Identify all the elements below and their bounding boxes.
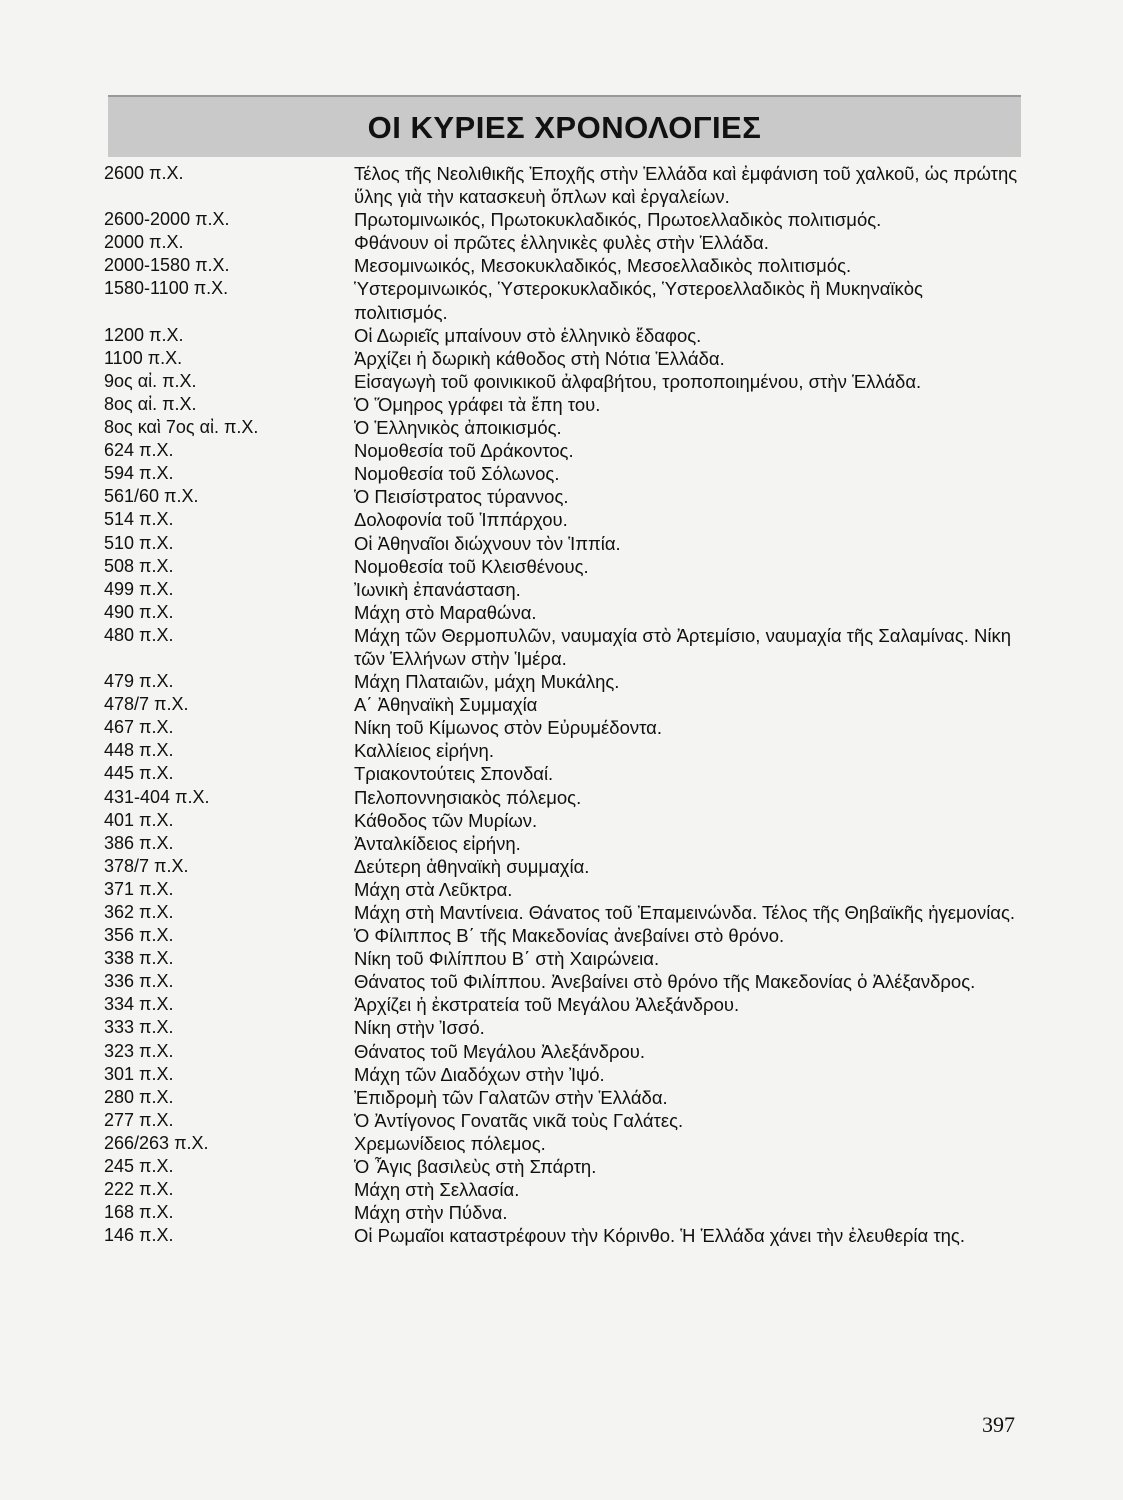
entry-date: 146 π.Χ. (104, 1225, 174, 1246)
chronology-entry (0, 993, 1123, 1016)
entry-description: Ἰωνικὴ ἐπανάσταση. (354, 578, 521, 600)
entry-description: Μάχη τῶν Διαδόχων στὴν Ἰψό. (354, 1063, 605, 1085)
chronology-entry (0, 624, 1123, 670)
chronology-entry (0, 231, 1123, 254)
chronology-entry (0, 416, 1123, 439)
entry-description: Μάχη στὴ Μαντίνεια. Θάνατος τοῦ Ἐπαμεινώνδα. Τέλος τῆς Θηβαϊκῆς ἡγεμονίας. (354, 902, 1016, 923)
chronology-entry (0, 462, 1123, 485)
entry-date: 514 π.Χ. (104, 509, 174, 530)
chronology-entry (0, 485, 1123, 508)
entry-description: Ἀρχίζει ἡ δωρικὴ κάθοδος στὴ Νότια Ἑλλάδα. (354, 347, 725, 369)
entry-date: 222 π.Χ. (104, 1179, 174, 1200)
entry-date: 431-404 π.Χ. (104, 786, 210, 807)
entry-date: 2600 π.Χ. (104, 163, 184, 183)
entry-description: Τριακοντούτεις Σπονδαί. (354, 763, 554, 785)
chronology-entry (0, 162, 1123, 208)
entry-date: 333 π.Χ. (104, 1017, 174, 1038)
entry-description: Α΄ Ἀθηναϊκὴ Συμμαχία (354, 694, 538, 716)
entry-date: 323 π.Χ. (104, 1040, 174, 1061)
entry-description: Δολοφονία τοῦ Ἱππάρχου. (354, 509, 568, 531)
chronology-entry (0, 693, 1123, 716)
entry-date: 245 π.Χ. (104, 1156, 174, 1177)
entry-date: 1100 π.Χ. (104, 347, 183, 368)
entry-description: Ἀρχίζει ἡ ἐκστρατεία τοῦ Μεγάλου Ἀλεξάνδρου. (354, 994, 740, 1016)
entry-description: Δεύτερη ἀθηναϊκὴ συμμαχία. (354, 855, 590, 877)
chronology-entry (0, 347, 1123, 370)
chronology-entry (0, 1201, 1123, 1224)
entry-date: 594 π.Χ. (104, 463, 174, 484)
entry-date: 371 π.Χ. (104, 878, 174, 899)
entry-description: Νομοθεσία τοῦ Κλεισθένους. (354, 555, 589, 577)
chronology-entry (0, 670, 1123, 693)
entry-description: Μάχη στὸ Μαραθώνα. (354, 601, 537, 623)
entry-description: Οἱ Δωριεῖς μπαίνουν στὸ ἑλληνικὸ ἔδαφος. (354, 324, 702, 346)
entry-description: Κάθοδος τῶν Μυρίων. (354, 809, 538, 831)
entry-description: Μάχη Πλαταιῶν, μάχη Μυκάλης. (354, 671, 620, 693)
chronology-entry (0, 508, 1123, 531)
entry-date: 266/263 π.Χ. (104, 1132, 209, 1153)
chronology-entry (0, 555, 1123, 578)
chronology-entry (0, 1178, 1123, 1201)
entry-description: Μάχη στὴ Σελλασία. (354, 1179, 520, 1201)
chronology-entry (0, 809, 1123, 832)
chronology-entry (0, 762, 1123, 785)
chronology-entry (0, 716, 1123, 739)
chronology-entry (0, 254, 1123, 277)
entry-description: Πρωτομινωικός, Πρωτοκυκλαδικός, Πρωτοελλαδικὸς πολιτισμός. (354, 209, 882, 231)
entry-date: 338 π.Χ. (104, 948, 174, 969)
entry-date: 448 π.Χ. (104, 740, 174, 761)
chronology-entry (0, 439, 1123, 462)
entry-date: 1580-1100 π.Χ. (104, 278, 229, 299)
chronology-entry (0, 786, 1123, 809)
entry-date: 479 π.Χ. (104, 671, 174, 692)
chronology-entry (0, 1086, 1123, 1109)
entry-date: 168 π.Χ. (104, 1202, 174, 1223)
entry-description: Θάνατος τοῦ Φιλίππου. Ἀνεβαίνει στὸ θρόνο τῆς Μακεδονίας ὁ Ἀλέξανδρος. (354, 971, 976, 993)
chronology-entry (0, 601, 1123, 624)
entry-description: Νίκη τοῦ Φιλίππου Β΄ στὴ Χαιρώνεια. (354, 948, 660, 970)
entry-description: Μεσομινωικός, Μεσοκυκλαδικός, Μεσοελλαδικὸς πολιτισμός. (354, 255, 852, 277)
entry-date: 467 π.Χ. (104, 717, 174, 738)
entry-date: 401 π.Χ. (104, 809, 174, 830)
chronology-entry (0, 901, 1123, 924)
entry-date: 356 π.Χ. (104, 925, 174, 946)
entry-date: 490 π.Χ. (104, 601, 174, 622)
entry-date: 624 π.Χ. (104, 440, 174, 461)
entry-date: 2000-1580 π.Χ. (104, 255, 230, 276)
page-title: ΟΙ ΚΥΡΙΕΣ ΧΡΟΝΟΛΟΓΙΕΣ (367, 110, 762, 145)
chronology-entry (0, 924, 1123, 947)
chronology-entry (0, 1224, 1123, 1247)
entry-date: 480 π.Χ. (104, 624, 174, 645)
entry-date: 561/60 π.Χ. (104, 486, 199, 507)
entry-date: 362 π.Χ. (104, 902, 174, 922)
entry-description: Ὁ Φίλιππος Β΄ τῆς Μακεδονίας ἀνεβαίνει στὸ θρόνο. (354, 925, 785, 947)
chronology-entry (0, 1040, 1123, 1063)
chronology-entry (0, 855, 1123, 878)
page-number: 397 (982, 1412, 1015, 1437)
chronology-entry (0, 947, 1123, 970)
entry-description: Χρεμωνίδειος πόλεμος. (354, 1132, 546, 1154)
chronology-list (0, 162, 1123, 1247)
entry-description: Ὁ Ὅμηρος γράφει τὰ ἔπη του. (354, 393, 601, 415)
chronology-entry (0, 578, 1123, 601)
entry-date: 2600-2000 π.Χ. (104, 209, 230, 230)
entry-description: Ἀνταλκίδειος εἰρήνη. (354, 832, 521, 854)
entry-description: Νομοθεσία τοῦ Δράκοντος. (354, 440, 574, 462)
entry-date: 445 π.Χ. (104, 763, 174, 784)
entry-date: 280 π.Χ. (104, 1086, 174, 1107)
chronology-entry (0, 832, 1123, 855)
chronology-entry (0, 324, 1123, 347)
entry-description: Καλλίειος εἰρήνη. (354, 740, 494, 762)
entry-description: Ὁ Πεισίστρατος τύραννος. (354, 486, 569, 508)
chronology-entry (0, 393, 1123, 416)
entry-description: Ἐπιδρομὴ τῶν Γαλατῶν στὴν Ἑλλάδα. (354, 1086, 668, 1108)
entry-date: 334 π.Χ. (104, 994, 174, 1015)
entry-description: Ὁ Ἆγις βασιλεὺς στὴ Σπάρτη. (354, 1156, 597, 1178)
entry-description: Νομοθεσία τοῦ Σόλωνος. (354, 463, 560, 485)
entry-date: 2000 π.Χ. (104, 232, 184, 253)
entry-description: Φθάνουν οἱ πρῶτες ἑλληνικὲς φυλὲς στὴν Ἑλλάδα. (354, 232, 769, 254)
chronology-entry (0, 739, 1123, 762)
chronology-entry (0, 1155, 1123, 1178)
chronology-entry (0, 532, 1123, 555)
entry-description: Θάνατος τοῦ Μεγάλου Ἀλεξάνδρου. (354, 1040, 646, 1062)
entry-description: Τέλος τῆς Νεολιθικῆς Ἐποχῆς στὴν Ἑλλάδα καὶ ἐμφάνιση τοῦ χαλκοῦ, ὡς πρώτης ὕλης γιὰ τὴν κατασκευὴ ὅπλων καὶ ἐργαλείων. (354, 163, 1018, 208)
chronology-entry (0, 370, 1123, 393)
entry-description: Ὑστερομινωικός, Ὑστεροκυκλαδικός, Ὑστεροελλαδικὸς ἢ Μυκηναϊκὸς πολιτισμός. (354, 278, 923, 323)
chronology-entry (0, 878, 1123, 901)
entry-date: 499 π.Χ. (104, 578, 174, 599)
entry-description: Μάχη στὴν Πύδνα. (354, 1202, 508, 1224)
entry-description: Μάχη τῶν Θερμοπυλῶν, ναυμαχία στὸ Ἀρτεμίσιο, ναυμαχία τῆς Σαλαμίνας. Νίκη τῶν Ἑλλήνων στὴν Ἱμέρα. (354, 624, 1012, 669)
entry-date: 301 π.Χ. (104, 1063, 174, 1084)
chronology-entry (0, 208, 1123, 231)
entry-date: 8ος καὶ 7ος αἰ. π.Χ. (104, 417, 259, 438)
entry-description: Ὁ Ἀντίγονος Γονατᾶς νικᾶ τοὺς Γαλάτες. (354, 1109, 684, 1131)
entry-description: Νίκη τοῦ Κίμωνος στὸν Εὐρυμέδοντα. (354, 717, 663, 739)
entry-date: 277 π.Χ. (104, 1109, 174, 1130)
entry-date: 1200 π.Χ. (104, 324, 184, 345)
entry-description: Νίκη στὴν Ἰσσό. (354, 1017, 485, 1039)
entry-description: Οἱ Ἀθηναῖοι διώχνουν τὸν Ἱππία. (354, 532, 621, 554)
entry-description: Οἱ Ρωμαῖοι καταστρέφουν τὴν Κόρινθο. Ἡ Ἑλλάδα χάνει τὴν ἐλευθερία της. (354, 1225, 965, 1247)
chronology-entry (0, 970, 1123, 993)
entry-description: Μάχη στὰ Λεῦκτρα. (354, 878, 513, 900)
entry-date: 508 π.Χ. (104, 555, 174, 576)
entry-date: 378/7 π.Χ. (104, 855, 189, 876)
entry-date: 478/7 π.Χ. (104, 694, 189, 715)
entry-description: Πελοποννησιακὸς πόλεμος. (354, 786, 582, 808)
chronology-entry (0, 277, 1123, 323)
entry-date: 510 π.Χ. (104, 532, 174, 553)
entry-date: 336 π.Χ. (104, 971, 174, 992)
chronology-entry (0, 1016, 1123, 1039)
chronology-entry (0, 1109, 1123, 1132)
entry-date: 9ος αἰ. π.Χ. (104, 370, 197, 391)
entry-date: 386 π.Χ. (104, 832, 174, 853)
entry-date: 8ος αἰ. π.Χ. (104, 393, 197, 414)
chronology-entry (0, 1063, 1123, 1086)
entry-description: Εἰσαγωγὴ τοῦ φοινικικοῦ ἀλφαβήτου, τροποποιημένου, στὴν Ἑλλάδα. (354, 370, 922, 392)
entry-description: Ὁ Ἑλληνικὸς ἀποικισμός. (354, 417, 562, 439)
chronology-entry (0, 1132, 1123, 1155)
